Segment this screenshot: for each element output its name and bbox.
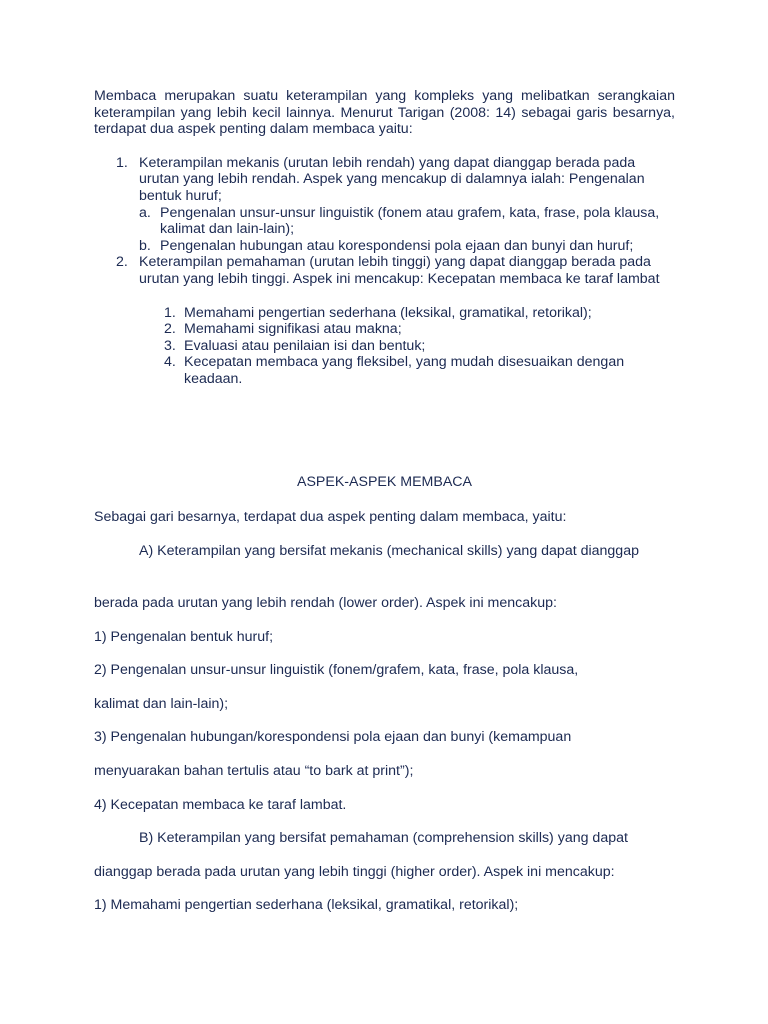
comprehension-list xyxy=(139,305,675,388)
list-item xyxy=(139,305,675,322)
list-number: 1. xyxy=(116,154,128,171)
list-item-text: Evaluasi atau penilaian isi dan bentuk; xyxy=(184,337,426,354)
list-number: 2. xyxy=(116,254,128,271)
sub-list-letter: a. xyxy=(139,204,151,221)
list-item xyxy=(139,338,675,355)
sub-list-text: Pengenalan hubungan atau korespondensi pola ejaan dan bunyi dan huruf; xyxy=(160,237,634,254)
paragraph: B) Keterampilan yang bersifat pemahaman (comprehension skills) yang dapat xyxy=(139,830,628,846)
list-number: 4. xyxy=(164,354,176,371)
sub-list xyxy=(139,205,675,255)
list-item-text: Memahami signifikasi atau makna; xyxy=(184,321,402,338)
list-item xyxy=(139,354,675,387)
list-number: 2. xyxy=(164,321,176,338)
list-item xyxy=(94,254,675,287)
list-number: 1. xyxy=(164,304,176,321)
paragraph: menyuarakan bahan tertulis atau “to bark at print”); xyxy=(94,763,414,779)
list-item xyxy=(94,155,675,255)
list-item-text: Memahami pengertian sederhana (leksikal, gramatikal, retorikal); xyxy=(184,304,592,321)
intro-paragraph: Membaca merupakan suatu keterampilan yang kompleks yang melibatkan serangkaian keterampilan yang lebih kecil lainnya. Menurut Tarigan (2008: 14) sebagai garis besarnya, terdapat dua aspek penting dalam membaca yaitu: xyxy=(94,88,675,138)
paragraph: kalimat dan lain-lain); xyxy=(94,696,229,712)
paragraph: dianggap berada pada urutan yang lebih tinggi (higher order). Aspek ini mencakup: xyxy=(94,864,615,880)
list-item-text: Keterampilan mekanis (urutan lebih rendah) yang dapat dianggap berada pada urutan yang lebih rendah. Aspek yang mencakup di dalamnya ialah: Pengenalan bentuk huruf; xyxy=(139,154,645,204)
sub-list-text: Pengenalan unsur-unsur linguistik (fonem atau grafem, kata, frase, pola klausa, kalimat dan lain-lain); xyxy=(160,204,660,238)
paragraph: 1) Memahami pengertian sederhana (leksikal, gramatikal, retorikal); xyxy=(94,897,519,913)
paragraph: 3) Pengenalan hubungan/korespondensi pola ejaan dan bunyi (kemampuan xyxy=(94,729,572,745)
sub-list-letter: b. xyxy=(139,237,151,254)
paragraph: A) Keterampilan yang bersifat mekanis (mechanical skills) yang dapat dianggap xyxy=(139,543,639,559)
list-number: 3. xyxy=(164,337,176,354)
paragraph: 1) Pengenalan bentuk huruf; xyxy=(94,629,274,645)
document-page xyxy=(94,88,675,913)
paragraph: Sebagai gari besarnya, terdapat dua aspek penting dalam membaca, yaitu: xyxy=(94,509,567,525)
list-item-text: Kecepatan membaca yang fleksibel, yang mudah disesuaikan dengan keadaan. xyxy=(184,354,625,387)
paragraph: berada pada urutan yang lebih rendah (lower order). Aspek ini mencakup: xyxy=(94,595,557,611)
sub-list-item xyxy=(139,238,675,255)
list-item xyxy=(139,321,675,338)
section-heading: ASPEK-ASPEK MEMBACA xyxy=(296,474,473,490)
aspect-list xyxy=(94,155,675,288)
paragraph: 4) Kecepatan membaca ke taraf lambat. xyxy=(94,797,347,813)
sub-list-item xyxy=(139,205,675,238)
list-item-text: Keterampilan pemahaman (urutan lebih tinggi) yang dapat dianggap berada pada urutan yang lebih tinggi. Aspek ini mencakup: Kecepatan membaca ke taraf lambat xyxy=(139,254,660,287)
paragraph: 2) Pengenalan unsur-unsur linguistik (fonem/grafem, kata, frase, pola klausa, xyxy=(94,662,579,678)
